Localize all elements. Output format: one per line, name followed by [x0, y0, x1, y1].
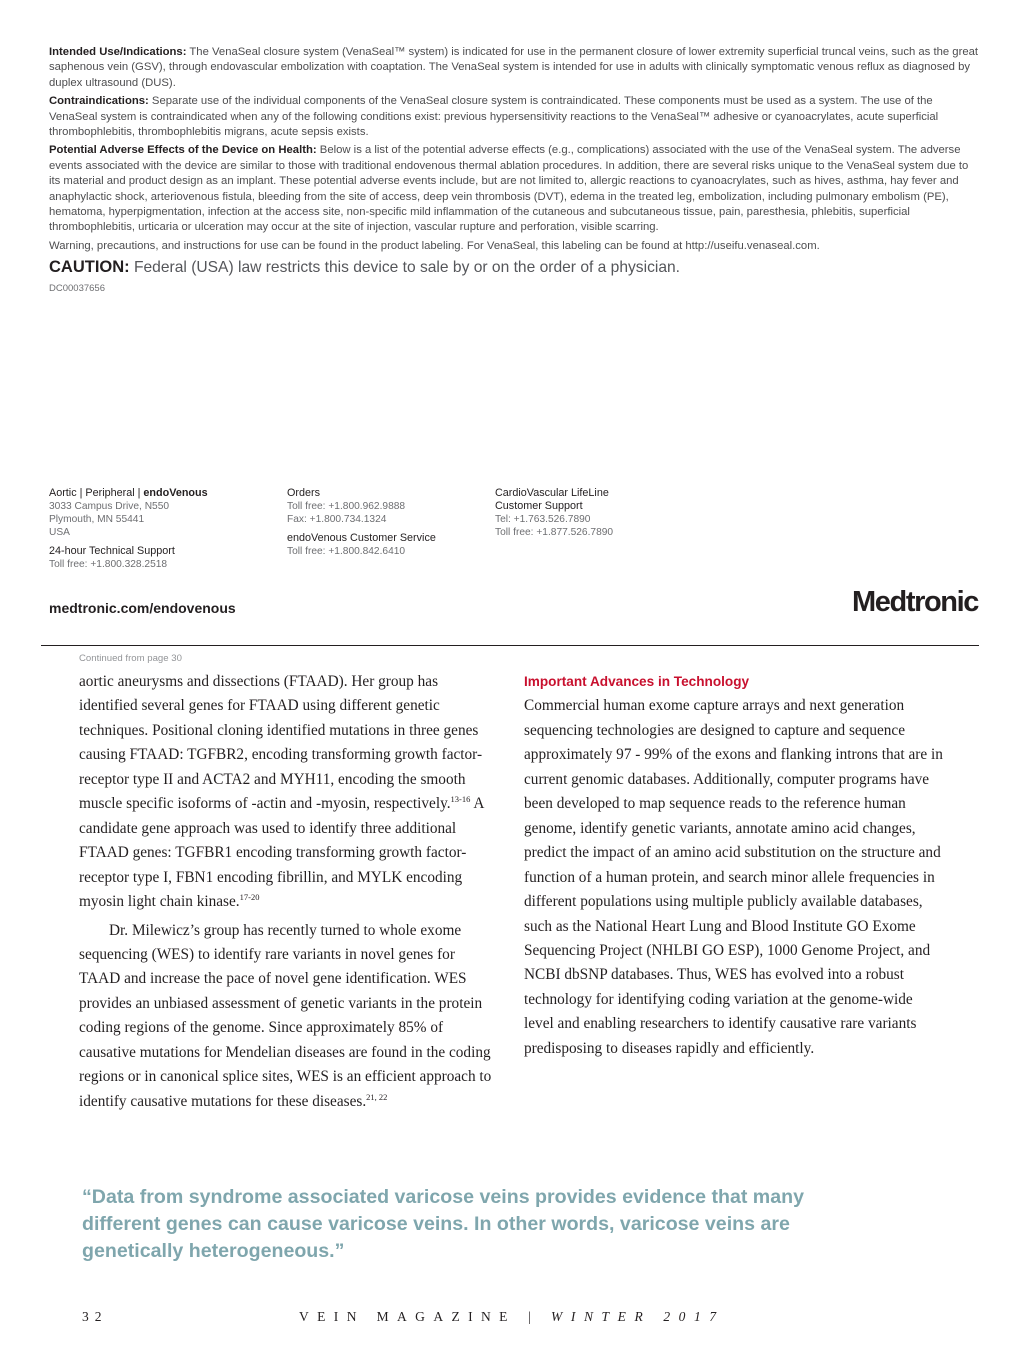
adverse-effects-text: Below is a list of the potential adverse effects (e.g., complications) associated with the use of the VenaSeal system. The adverse events associated with the device are similar to those with traditional endovenous thermal ablation procedures. In addition, there are several risks unique to the VenaSeal system due to its material and product design as an implant. These potential adverse events include, but are not limited to, allergic reactions to cyanoacrylates, such as hives, asthma, hay fever and anaphylactic shock, arteriovenous fistula, bleeding from the site of access, deep vein thrombosis (DVT), edema in the treated leg, embolization, including pulmonary embolism (PE), hematoma, hyperpigmentation, infection at the access site, non-specific mild inflammation of the cutaneous and subcutaneous tissue, pain, paresthesia, phlebitis, superficial thrombophlebitis, urticaria or ulceration may occur at the site of injection, vascular rupture and perforation, visible scarring.: [49, 144, 969, 234]
contact-column-orders: [287, 487, 436, 558]
caution-label: CAUTION:: [49, 258, 130, 277]
lifeline-subtitle: Customer Support: [495, 500, 583, 512]
division-title: [49, 487, 208, 500]
body-paragraph: [79, 670, 499, 915]
address-line: USA: [49, 527, 70, 538]
medtronic-logo: Medtronic: [852, 586, 978, 618]
article-column-right: [524, 670, 944, 1061]
safety-information: [49, 45, 979, 300]
continued-note: Continued from page 30: [79, 653, 182, 664]
contact-column-lifeline: [495, 487, 613, 539]
section-heading: Important Advances in Technology: [524, 674, 750, 689]
citation-ref: 21, 22: [366, 1091, 388, 1102]
body-paragraph: [79, 919, 499, 1115]
paragraph-text: aortic aneurysms and dissections (FTAAD). Her group has identified several genes for FTAAD using different genetic techniques. Positional cloning identified mutations in three genes causing FTAAD: TGFBR2, encoding transforming growth factor- receptor type II and ACTA2 and MYH11, encoding the smooth muscle specific isoforms of -actin and -myosin, respectively.: [79, 673, 483, 813]
pull-quote: “Data from syndrome associated varicose veins provides evidence that many different genes can cause varicose veins. In other words, varicose veins are genetically heterogeneous.”: [82, 1186, 804, 1262]
contraindications-paragraph: [49, 94, 979, 140]
adverse-effects-paragraph: [49, 143, 979, 235]
page-footer: [82, 1309, 725, 1325]
contraindications-label: Contraindications:: [49, 95, 149, 108]
intended-use-label: Intended Use/Indications:: [49, 46, 187, 58]
website-link[interactable]: medtronic.com/endovenous: [49, 600, 236, 616]
orders-title: Orders: [287, 487, 320, 499]
division-plain: Aortic | Peripheral |: [49, 487, 144, 499]
division-bold: endoVenous: [143, 487, 208, 499]
caution-statement: [49, 257, 979, 278]
contraindications-text: Separate use of the individual components of the VenaSeal closure system is contraindicated. These components must be used as a system. The use of the VenaSeal system is contraindicated when any of the following conditions exist: previous hypersensitivity reactions to the VenaSeal™ adhesive or cyanoacrylates, acute superficial thrombophlebitis, thrombophlebitis migrans, acute sepsis exists.: [49, 95, 939, 139]
page-number: 32: [82, 1309, 108, 1324]
lifeline-line: Toll free: +1.877.526.7890: [495, 527, 614, 538]
orders-line: Toll free: +1.800.962.9888: [287, 501, 406, 512]
magazine-name: VEIN MAGAZINE: [299, 1309, 516, 1324]
paragraph-text: A candidate gene approach was used to identify three additional FTAAD genes: TGFBR1 encoding transforming growth factor- receptor type I, FBN1 encoding fibrillin, and MYLK encoding myosin light chain kinase.: [79, 795, 484, 911]
lifeline-line: Tel: +1.763.526.7890: [495, 514, 591, 525]
article-column-left: [79, 670, 499, 1114]
adverse-effects-label: Potential Adverse Effects of the Device on Health:: [49, 144, 317, 157]
citation-ref: 17-20: [239, 892, 260, 903]
intended-use-paragraph: [49, 45, 979, 91]
divider: [41, 645, 979, 646]
tech-support-phone: Toll free: +1.800.328.2518: [49, 559, 168, 570]
lifeline-title: CardioVascular LifeLine: [495, 487, 609, 499]
contact-column-main: [49, 487, 208, 571]
paragraph-text: Dr. Milewicz’s group has recently turned to whole exome sequencing (WES) to identify rare variants in novel genes for TAAD and increase the pace of novel gene identification. WES provides an unbiased assessment of genetic variants in the protein coding regions of the genome. Since approximately 85% of causative mutations for Mendelian diseases are found in the coding regions or in canonical splice sites, WES is an efficient approach to identify causative mutations for these diseases.: [79, 921, 492, 1110]
customer-service-phone: Toll free: +1.800.842.6410: [287, 546, 406, 557]
warning-text: Warning, precautions, and instructions for use can be found in the product labeling. For VenaSeal, this labeling can be found at http://useifu.venaseal.com.: [49, 239, 820, 252]
address-line: Plymouth, MN 55441: [49, 514, 145, 525]
orders-line: Fax: +1.800.734.1324: [287, 514, 387, 525]
issue-label: WINTER 2017: [551, 1309, 725, 1324]
citation-ref: 13-16: [450, 794, 471, 805]
body-paragraph: Commercial human exome capture arrays and next generation sequencing technologies are designed to capture and sequence approximately 97 - 99% of the exons and flanking introns that are in current genomic databases. Additionally, computer programs have been developed to map sequence reads to the reference human genome, identify genetic variants, annotate amino acid changes, predict the impact of an amino acid substitution on the structure and function of a human protein, and search minor allele frequencies in different populations using multiple publicly available databases, such as the National Heart Lung and Blood Institute GO Exome Sequencing Project (NHLBI GO ESP), 1000 Genome Project, and NCBI dbSNP databases. Thus, WES has evolved into a robust technology for identifying coding variation at the genome-wide level and enabling researchers to identify causative rare variants predisposing to diseases rapidly and efficiently.: [524, 697, 943, 1057]
caution-text: Federal (USA) law restricts this device to sale by or on the order of a physician.: [129, 259, 681, 277]
contact-information: [49, 487, 979, 579]
footer-separator: |: [528, 1309, 531, 1324]
document-code: DC00037656: [49, 283, 105, 295]
intended-use-text: The VenaSeal closure system (VenaSeal™ system) is indicated for use in the permanent closure of lower extremity superficial truncal veins, such as the great saphenous vein (GSV), through endovascular embolization with coaptation. The VenaSeal system is intended for use in adults with clinically symptomatic venous reflux as diagnosed by duplex ultrasound (DUS).: [49, 46, 979, 89]
tech-support-title: 24-hour Technical Support: [49, 545, 175, 557]
address-line: 3033 Campus Drive, N550: [49, 501, 170, 512]
customer-service-title: endoVenous Customer Service: [287, 532, 436, 544]
